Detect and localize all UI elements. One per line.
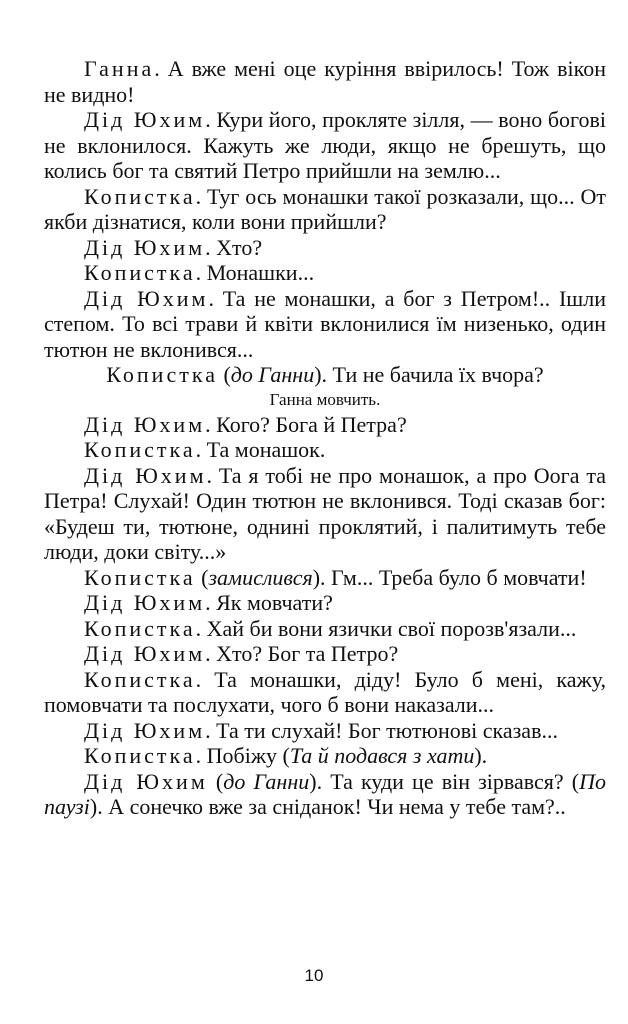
document-page — [44, 56, 606, 820]
dialogue-line: Копистка (замислився). Гм... Треба було б мовчати! — [84, 564, 587, 590]
speaker-name: Копистка — [84, 564, 196, 590]
line-text: Та не монашки, а бог з Петром!.. Ішли степом. То всі трави й квіти вклонилися їм низенько, один тютюн не вклонився... — [44, 285, 606, 362]
line-text: Та ти слухай! Бог тютюнові сказав... — [210, 717, 558, 743]
stage-remark: до Ганни — [223, 768, 310, 794]
dialogue-line — [44, 260, 606, 286]
line-text: Монашки... — [201, 260, 315, 285]
speaker-name: Копистка . — [84, 260, 201, 285]
dialogue-line: Дід Юхим (до Ганни). Та куди це він зірвався? (По паузі). А сонечко вже за сніданок! Чи нема у тебе там?.. — [44, 768, 607, 819]
stage-remark: По паузі — [44, 768, 607, 819]
dialogue-line — [44, 235, 606, 261]
dialogue-line — [44, 616, 606, 642]
dialogue-line — [44, 56, 606, 107]
line-text-end: ). А сонечко вже за сніданок! Чи нема у тебе там?.. — [89, 794, 566, 819]
speaker-name: Копистка . — [84, 616, 201, 641]
speaker-name: Дід Юхим . — [84, 286, 214, 311]
stage-remark: до Ганни — [230, 362, 315, 387]
speaker-name: Дід Юхим . — [84, 235, 211, 260]
line-text: Ти не бачила їх вчора? — [327, 362, 544, 387]
line-text: Хто? — [210, 234, 263, 260]
line-text: Як мовчати? — [210, 590, 333, 615]
page-number: 10 — [304, 966, 324, 985]
speaker-name: Копистка . — [84, 667, 201, 692]
speaker-name: Дід Юхим . — [84, 412, 211, 437]
stage-direction: Ганна мовчить. — [269, 389, 381, 409]
speaker-name: Дід Юхим . — [84, 463, 212, 488]
speaker-name: Дід Юхим . — [84, 641, 211, 666]
stage-remark: замислився — [208, 564, 313, 590]
speaker-name: Дід Юхим . — [84, 590, 211, 615]
speaker-name: Копистка — [106, 362, 218, 387]
line-text: Та я тобі не про монашок, а про Оога та Петра! Слухай! Один тютюн не вклонився. Тоді сказав бог: «Будеш ти, тютюне, однині проклятий, і палитимуть тебе люди, доки світу...» — [44, 462, 607, 564]
speaker-name: Дід Юхим . — [84, 718, 211, 743]
line-text-end: ). — [474, 743, 488, 768]
dialogue-line — [44, 107, 606, 184]
line-text: Хай би вони язички свої порозв'язали... — [201, 615, 577, 641]
line-text: Побіжу ( — [201, 743, 290, 768]
line-text: Хто? Бог та Петро? — [210, 641, 399, 666]
dialogue-line — [44, 743, 606, 769]
dialogue-line — [44, 184, 606, 235]
line-text: Та монашок. — [201, 437, 326, 462]
dialogue-line — [44, 667, 606, 718]
dialogue-line — [44, 463, 606, 565]
speaker-name: Ганна . — [84, 56, 160, 81]
dialogue-line — [44, 437, 606, 463]
line-text: А вже мені оце куріння ввірилось! Тож вікон не видно! — [44, 56, 606, 107]
dialogue-line — [44, 590, 606, 616]
line-text: Та куди це він зірвався? ( — [322, 768, 580, 794]
dialogue-line — [44, 412, 606, 438]
speaker-name: Дід Юхим . — [84, 107, 211, 132]
speaker-name: Копистка . — [84, 184, 201, 209]
speaker-name: Копистка . — [84, 437, 201, 462]
stage-remark: Та й подався з хати — [289, 743, 475, 768]
dialogue-line — [44, 718, 606, 744]
dialogue-line — [44, 641, 606, 667]
line-text: Кури його, прокляте зілля, — воно богові не вклонилося. Кажуть же люди, якщо не брешуть, що колись бог та святий Петро прийшли на землю... — [44, 107, 606, 183]
line-text: Та монашки, діду! Було б мені, кажу, помовчати та послухати, чого б вони наказали... — [44, 666, 606, 717]
line-text: Кого? Бога й Петра? — [210, 411, 407, 437]
line-text: Гм... Треба було б мовчати! — [325, 564, 587, 590]
dialogue-line: Копистка (до Ганни). Ти не бачила їх вчора? — [106, 362, 544, 387]
speaker-name: Копистка . — [84, 743, 201, 768]
dialogue-line — [44, 286, 606, 363]
speaker-name: Дід Юхим — [84, 768, 208, 794]
line-text: Туг ось монашки такої розказали, що... От якби дізнатися, коли вони прийшли? — [44, 183, 606, 234]
